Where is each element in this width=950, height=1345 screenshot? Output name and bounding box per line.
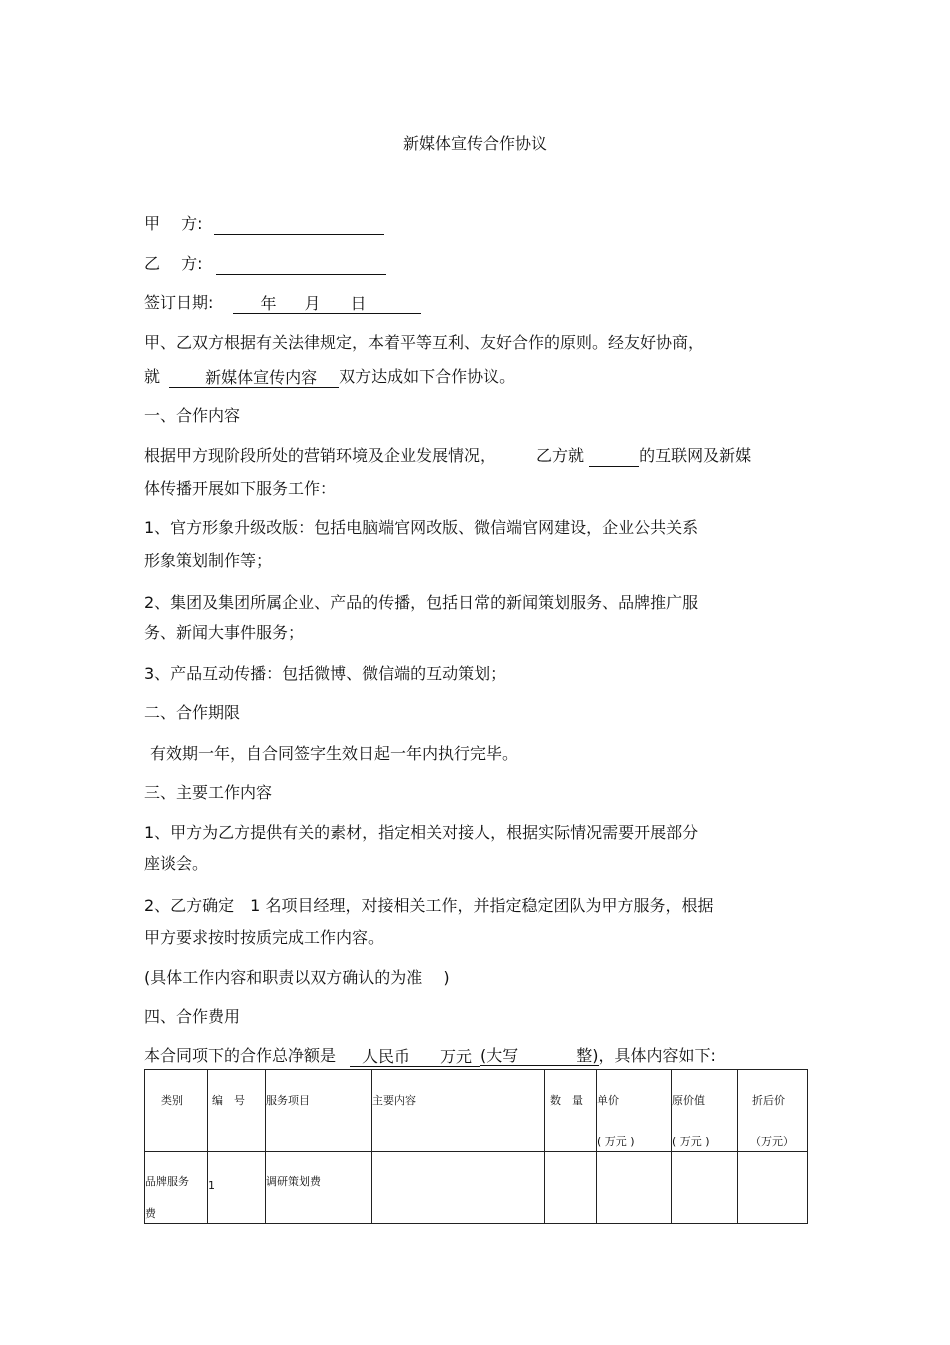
sign-date-row	[144, 292, 421, 314]
date-day: 日	[350, 294, 367, 313]
item-1-line-2: 形象策划制作等；	[144, 551, 273, 570]
header-quantity: 数 量	[550, 1094, 583, 1107]
header-content: 主要内容	[372, 1094, 416, 1107]
fee-zheng: 整)	[576, 1046, 599, 1065]
document-title: 新媒体宣传合作协议	[402, 134, 547, 153]
section-1-para-line-2: 体传播开展如下服务工作：	[144, 479, 337, 498]
header-unit-price-cell	[597, 1070, 672, 1152]
intro-line-2	[144, 366, 515, 388]
header-unit-price: 单价	[597, 1094, 619, 1107]
row-number: 1	[208, 1178, 215, 1192]
intro-line-1: 甲、乙双方根据有关法律规定，本着平等互利、友好合作的原则。经友好协商，	[144, 333, 705, 352]
item-2-line-1: 2、集团及集团所属企业、产品的传播，包括日常的新闻策划服务、品牌推广服	[144, 593, 699, 612]
intro-subject: 新媒体宣传内容	[205, 368, 318, 387]
work-2-line-1: 2、乙方确定 1 名项目经理，对接相关工作，并指定稳定团队为甲方服务，根据	[144, 896, 714, 915]
section-1-blank[interactable]	[589, 446, 639, 467]
row-content-cell[interactable]	[372, 1151, 545, 1223]
header-unit-price-unit: ( 万元 )	[597, 1135, 635, 1148]
work-1-line-1: 1、甲方为乙方提供有关的素材，指定相关对接人，根据实际情况需要开展部分	[144, 823, 699, 842]
row-unit-price-cell[interactable]	[597, 1151, 672, 1223]
party-b-blank[interactable]	[216, 254, 386, 275]
row-category-cell	[145, 1151, 208, 1223]
fee-unit: 万元	[440, 1047, 473, 1066]
row-discount-price-cell[interactable]	[738, 1151, 808, 1223]
header-original-price: 原价值	[672, 1094, 705, 1107]
fee-line	[144, 1045, 716, 1067]
row-original-price-cell[interactable]	[672, 1151, 738, 1223]
fee-daxie-group	[480, 1045, 599, 1067]
fee-daxie-open: (大写	[480, 1046, 519, 1065]
fee-amount-blank[interactable]	[350, 1046, 480, 1067]
header-discount-price-unit: （万元）	[750, 1135, 794, 1148]
section-1-para-b: 乙方就	[536, 446, 585, 465]
work-1-line-2: 座谈会。	[144, 854, 209, 873]
header-content-cell	[372, 1070, 545, 1152]
intro-prefix: 就	[144, 367, 161, 386]
sign-date-blank[interactable]	[233, 293, 421, 314]
work-2-line-2: 甲方要求按时按质完成工作内容。	[144, 928, 385, 947]
row-service: 调研策划费	[266, 1174, 321, 1188]
row-quantity-cell[interactable]	[545, 1151, 597, 1223]
section-3-heading: 三、主要工作内容	[144, 783, 273, 802]
header-service: 服务项目	[266, 1094, 310, 1107]
party-b-row	[144, 253, 386, 275]
header-service-cell	[266, 1070, 372, 1152]
item-3-line-1: 3、产品互动传播：包括微博、微信端的互动策划；	[144, 664, 507, 683]
header-discount-price: 折后价	[752, 1094, 785, 1107]
fee-suffix: ，具体内容如下:	[598, 1046, 716, 1065]
header-number-cell	[208, 1070, 266, 1152]
header-category: 类别	[161, 1094, 183, 1107]
work-note: (具体工作内容和职责以双方确认的为准 )	[144, 968, 450, 987]
sign-date-label: 签订日期:	[144, 293, 214, 312]
header-original-price-unit: ( 万元 )	[672, 1135, 710, 1148]
table-header-row	[145, 1070, 808, 1152]
section-4-heading: 四、合作费用	[144, 1007, 241, 1026]
section-2-para: 有效期一年，自合同签字生效日起一年内执行完毕。	[150, 744, 519, 763]
header-discount-price-cell	[738, 1070, 808, 1152]
section-1-heading: 一、合作内容	[144, 406, 241, 425]
date-month: 月	[304, 294, 321, 313]
section-2-heading: 二、合作期限	[144, 703, 241, 722]
header-original-price-cell	[672, 1070, 738, 1152]
party-a-blank[interactable]	[214, 214, 384, 235]
date-year: 年	[260, 294, 277, 313]
row-category-line-2: 费	[145, 1206, 156, 1220]
header-quantity-cell	[545, 1070, 597, 1152]
section-1-para-a: 根据甲方现阶段所处的营销环境及企业发展情况，	[144, 446, 497, 465]
intro-suffix: 双方达成如下合作协议。	[339, 367, 516, 386]
intro-subject-blank[interactable]	[169, 367, 339, 388]
party-a-label: 甲 方:	[144, 214, 203, 233]
fee-prefix: 本合同项下的合作总净额是	[144, 1046, 337, 1065]
fee-table	[144, 1069, 808, 1224]
item-1-line-1: 1、官方形象升级改版：包括电脑端官网改版、微信端官网建设，企业公共关系	[144, 518, 699, 537]
fee-daxie-blank[interactable]	[518, 1045, 576, 1066]
section-1-para-c: 的互联网及新媒	[639, 446, 752, 465]
section-1-para-line-1	[144, 445, 751, 467]
table-row	[145, 1151, 808, 1223]
row-category-line-1: 品牌服务	[145, 1174, 189, 1188]
fee-rmb: 人民币	[362, 1047, 411, 1066]
row-number-cell	[208, 1151, 266, 1223]
party-a-row	[144, 213, 384, 235]
row-service-cell	[266, 1151, 372, 1223]
item-2-line-2: 务、新闻大事件服务；	[144, 623, 305, 642]
header-number: 编 号	[212, 1094, 245, 1107]
header-category-cell	[145, 1070, 208, 1152]
party-b-label: 乙 方:	[144, 254, 203, 273]
